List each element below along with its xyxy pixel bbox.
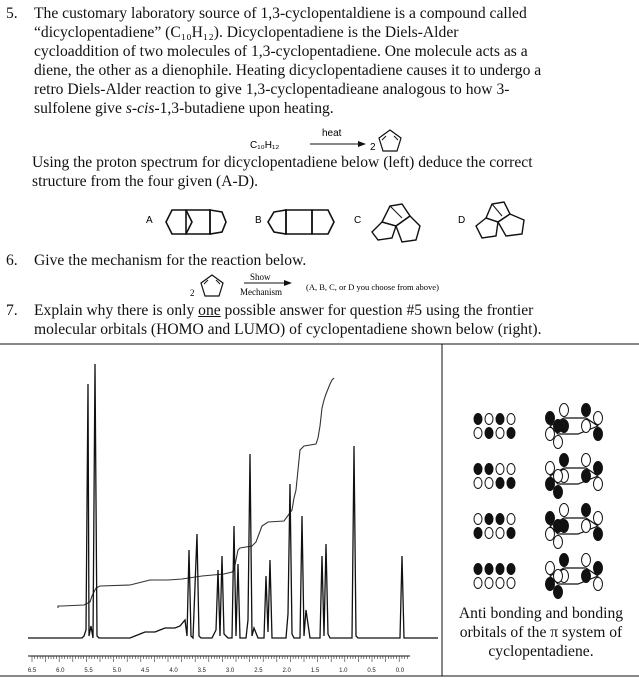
- p-orbital-lobe: [496, 514, 504, 525]
- x-axis-tick-label: 1.0: [339, 668, 348, 674]
- x-axis-tick-label: 5.0: [112, 668, 122, 674]
- ring-orbital-lobe: [546, 428, 555, 441]
- ring-orbital-lobe: [560, 554, 569, 567]
- ring-orbital-lobe: [582, 520, 591, 533]
- ring-orbital-lobe: [560, 454, 569, 467]
- p-orbital-lobe: [507, 428, 515, 439]
- ring-orbital-lobe: [582, 504, 591, 517]
- p-orbital-lobe: [496, 428, 504, 439]
- ring-orbital-lobe: [554, 470, 563, 483]
- option-a-label: A: [146, 215, 153, 226]
- p-orbital-lobe: [507, 464, 515, 475]
- x-axis-tick-label: 4.5: [141, 668, 150, 674]
- ring-orbital-lobe: [594, 428, 603, 441]
- ring-orbital-drawing: [546, 454, 603, 499]
- x-axis-tick-label: 0.0: [395, 668, 405, 674]
- ring-orbital-lobe: [554, 486, 563, 499]
- p-orbital-lobe: [507, 578, 515, 589]
- spectrum-trace: [28, 364, 438, 638]
- p-orbital-lobe: [496, 414, 504, 425]
- ring-orbital-drawing: [546, 404, 603, 449]
- caption-line-3: cyclopentadiene.: [488, 643, 594, 660]
- ring-orbital-lobe: [546, 478, 555, 491]
- p-orbital-lobe: [474, 528, 482, 539]
- ring-orbital-lobe: [594, 512, 603, 525]
- coefficient-2: 2: [190, 288, 195, 298]
- x-axis-tick-label: 6.5: [27, 668, 37, 674]
- question-number: 5.: [6, 5, 18, 22]
- p-orbital-lobe: [474, 464, 482, 475]
- orbital-row: [474, 554, 603, 599]
- ring-orbital-lobe: [594, 478, 603, 491]
- option-d-label: D: [458, 215, 466, 226]
- instruction-line-1: Using the proton spectrum for dicyclopentadiene below (left) deduce the correct: [32, 154, 533, 171]
- q5-line-3: cycloaddition of two molecules of 1,3-cyclopentadiene. One molecule acts as a: [34, 43, 528, 60]
- orbital-row: [474, 404, 603, 449]
- option-b-label: B: [255, 215, 262, 226]
- orbital-diagram: [442, 396, 638, 604]
- x-axis-tick-label: 6.0: [56, 668, 65, 674]
- p-orbital-lobe: [485, 564, 493, 575]
- ring-orbital-lobe: [582, 570, 591, 583]
- p-orbital-lobe: [474, 478, 482, 489]
- heat-label: heat: [322, 128, 342, 139]
- p-orbital-lobe: [485, 414, 493, 425]
- q5-line-5: retro Diels-Alder reaction to give 1,3-cyclopentadieane analogous to how 3-: [34, 81, 510, 98]
- ring-orbital-lobe: [594, 562, 603, 575]
- p-orbital-lobe: [496, 464, 504, 475]
- orbital-caption: [446, 604, 636, 661]
- ring-orbital-lobe: [546, 512, 555, 525]
- x-axis-tick-label: 2.5: [254, 668, 263, 674]
- ring-orbital-lobe: [582, 404, 591, 417]
- option-c-label: C: [354, 215, 362, 226]
- ring-orbital-lobe: [582, 554, 591, 567]
- ring-orbital-lobe: [554, 536, 563, 549]
- ring-orbital-lobe: [546, 462, 555, 475]
- x-axis-tick-label: 1.5: [310, 668, 320, 674]
- question-number: 7.: [6, 302, 18, 319]
- p-orbital-lobe: [496, 578, 504, 589]
- ring-orbital-lobe: [594, 412, 603, 425]
- orbital-row: [474, 454, 603, 499]
- nmr-spectrum: [0, 344, 442, 676]
- p-orbital-lobe: [507, 564, 515, 575]
- q6-note: (A, B, C, or D you choose from above): [306, 282, 439, 292]
- ring-orbital-lobe: [554, 586, 563, 599]
- p-orbital-lobe: [496, 528, 504, 539]
- q7-line-1: Explain why there is only one possible answer for question #5 using the frontier: [34, 302, 534, 319]
- p-orbital-lobe: [485, 528, 493, 539]
- p-orbital-lobe: [474, 514, 482, 525]
- p-orbital-lobe: [485, 478, 493, 489]
- ring-orbital-lobe: [582, 454, 591, 467]
- ring-orbital-lobe: [582, 420, 591, 433]
- caption-line-1: Anti bonding and bonding: [458, 605, 624, 622]
- ring-orbital-lobe: [546, 412, 555, 425]
- caption-line-2: orbitals of the π system of: [459, 624, 623, 641]
- ring-orbital-lobe: [554, 420, 563, 433]
- x-axis-tick-label: 4.0: [169, 668, 178, 674]
- p-orbital-lobe: [507, 414, 515, 425]
- ring-orbital-lobe: [560, 404, 569, 417]
- ring-orbital-lobe: [546, 528, 555, 541]
- ring-orbital-lobe: [594, 528, 603, 541]
- orbital-row: [474, 504, 603, 549]
- x-axis-tick-label: 3.0: [225, 668, 235, 674]
- p-orbital-lobe: [496, 478, 504, 489]
- p-orbital-lobe: [507, 528, 515, 539]
- q5-line-1: The customary laboratory source of 1,3-cyclopentaldiene is a compound called: [34, 5, 527, 22]
- x-axis-tick-label: 3.5: [197, 668, 206, 674]
- p-orbital-lobe: [496, 564, 504, 575]
- x-axis-tick-label: 2.0: [282, 668, 291, 674]
- ring-orbital-lobe: [594, 462, 603, 475]
- x-axis-tick-label: 5.5: [84, 668, 93, 674]
- x-axis-minor-ticks: [32, 656, 407, 662]
- p-orbital-lobe: [507, 478, 515, 489]
- question-number: 6.: [6, 252, 18, 269]
- q6-text: Give the mechanism for the reaction below.: [34, 252, 307, 269]
- ring-orbital-lobe: [546, 578, 555, 591]
- formula-c10h12: C₁₀H₁₂: [250, 140, 280, 151]
- p-orbital-lobe: [507, 514, 515, 525]
- x-axis-tick-labels: [28, 668, 405, 674]
- ring-orbital-lobe: [594, 578, 603, 591]
- x-axis-tick-label: 0.5: [367, 668, 376, 674]
- q5-line-4: diene, the other as a dienophile. Heating dicyclopentadiene causes it to undergo a: [34, 62, 542, 79]
- instruction-line-2: structure from the four given (A-D).: [32, 173, 259, 190]
- p-orbital-lobe: [485, 514, 493, 525]
- p-orbital-lobe: [485, 578, 493, 589]
- ring-orbital-lobe: [554, 436, 563, 449]
- ring-orbital-lobe: [560, 504, 569, 517]
- q5-line-6: sulfolene give s-cis-1,3-butadiene upon heating.: [34, 100, 334, 117]
- p-orbital-lobe: [485, 464, 493, 475]
- p-orbital-lobe: [485, 428, 493, 439]
- p-orbital-lobe: [474, 414, 482, 425]
- arrow-label-show: Show: [250, 272, 271, 282]
- p-orbital-lobe: [474, 564, 482, 575]
- ring-orbital-lobe: [554, 570, 563, 583]
- ring-orbital-drawing: [546, 504, 603, 549]
- ring-orbital-lobe: [554, 520, 563, 533]
- ring-orbital-lobe: [582, 470, 591, 483]
- arrow-label-mechanism: Mechanism: [240, 287, 282, 297]
- coefficient-2: 2: [370, 142, 376, 153]
- p-orbital-lobe: [474, 578, 482, 589]
- q5-line-2: “dicyclopentadiene” (C₁₀H₁₂). Dicyclopentadiene is the Diels-Alder: [34, 24, 459, 41]
- q7-line-2: molecular orbitals (HOMO and LUMO) of cyclopentadiene shown below (right).: [34, 321, 542, 338]
- ring-orbital-lobe: [546, 562, 555, 575]
- p-orbital-lobe: [474, 428, 482, 439]
- ring-orbital-drawing: [546, 554, 603, 599]
